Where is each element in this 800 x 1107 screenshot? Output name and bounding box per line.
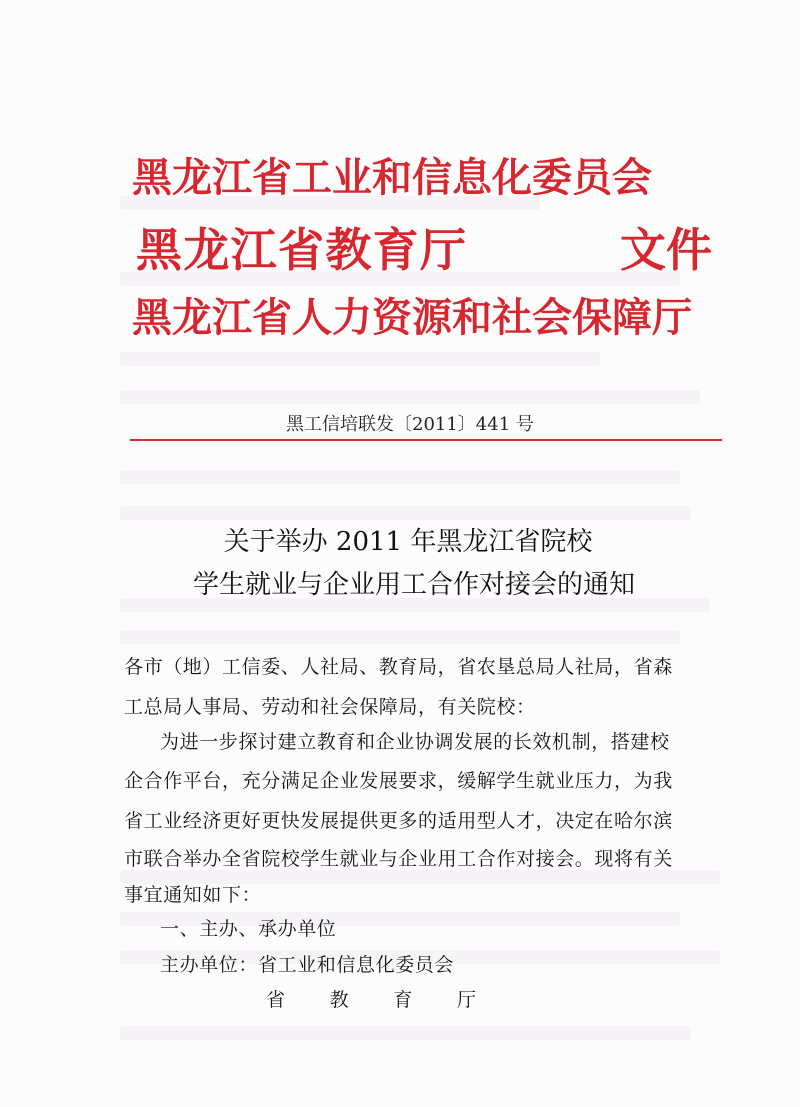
red-divider (130, 439, 722, 441)
organizer-char: 省 (266, 989, 286, 1011)
organizer-char: 育 (393, 989, 413, 1011)
bleed-through-mark (120, 1026, 690, 1040)
paragraph-line: 市联合举办全省院校学生就业与企业用工合作对接会。现将有关 (124, 848, 673, 870)
issuer-char: 龙 (183, 223, 230, 277)
document-suffix: 文件 (620, 223, 712, 277)
paragraph-line: 为进一步探讨建立教育和企业协调发展的长效机制，搭建校 (160, 731, 670, 753)
organizer-char: 厅 (456, 989, 476, 1011)
issuer-char: 育 (372, 223, 419, 277)
organizer-char: 教 (329, 989, 349, 1011)
addressee-line-2: 工总局人事局、劳动和社会保障局，有关院校： (124, 696, 536, 718)
addressee-line-1: 各市（地）工信委、人社局、教育局，省农垦总局人社局，省森 (124, 656, 673, 678)
document-title-line-1: 关于举办 2011 年黑龙江省院校 (223, 527, 593, 557)
paragraph-line: 企合作平台，充分满足企业发展要求，缓解学生就业压力，为我 (124, 770, 673, 792)
bleed-through-mark (120, 352, 600, 366)
paragraph-line: 事宜通知如下： (124, 884, 262, 906)
document-number: 黑工信培联发〔2011〕441 号 (286, 414, 534, 435)
issuer-line-2 (136, 214, 736, 280)
issuer-line-1: 黑龙江省工业和信息化委员会 (132, 155, 652, 201)
issuer-line-3: 黑龙江省人力资源和社会保障厅 (132, 295, 692, 341)
bleed-through-mark (120, 630, 680, 644)
organizer-line-2 (266, 985, 476, 1012)
section-heading: 一、主办、承办单位 (160, 918, 337, 940)
bleed-through-mark (120, 470, 680, 484)
document-title-line-2: 学生就业与企业用工合作对接会的通知 (192, 570, 635, 600)
issuer-line-2-chars (136, 214, 466, 280)
bleed-through-mark (120, 506, 690, 520)
issuer-char: 厅 (419, 223, 466, 277)
organizer-line: 主办单位：省工业和信息化委员会 (160, 954, 455, 976)
bleed-through-mark (120, 390, 700, 404)
paragraph-line: 省工业经济更好更快发展提供更多的适用型人才，决定在哈尔滨 (124, 810, 673, 832)
issuer-char: 教 (325, 223, 372, 277)
issuer-char: 省 (277, 223, 324, 277)
issuer-char: 江 (230, 223, 277, 277)
issuer-char: 黑 (136, 223, 182, 277)
